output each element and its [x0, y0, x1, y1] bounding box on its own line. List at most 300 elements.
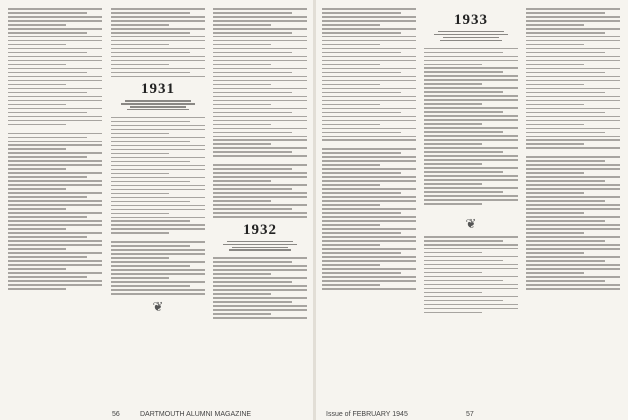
text-line: [424, 111, 503, 113]
text-line: [213, 192, 307, 194]
text-line: [322, 188, 416, 190]
text-line: [8, 60, 102, 62]
text-line: [8, 196, 87, 198]
left-page: [0, 0, 313, 420]
text-line: [8, 76, 102, 78]
text-line: [424, 199, 518, 201]
text-line: [8, 72, 87, 74]
text-line: [526, 96, 620, 98]
decorative-ornament-icon: ❦: [465, 215, 477, 231]
text-line: [424, 276, 518, 278]
text-line: [322, 148, 416, 150]
text-line: [526, 204, 620, 206]
text-line: [111, 289, 205, 291]
text-line: [526, 32, 605, 34]
text-line: [526, 256, 620, 258]
text-line: [8, 268, 66, 270]
text-line: [213, 88, 307, 90]
text-line: [8, 120, 102, 122]
text-line: [424, 143, 482, 145]
text-line: [8, 116, 102, 118]
text-line: [8, 28, 102, 30]
text-line: [322, 68, 416, 70]
text-line: [526, 212, 584, 214]
text-line: [111, 68, 205, 70]
text-line: [213, 200, 271, 202]
text-line: [424, 300, 503, 302]
text-line: [111, 213, 169, 215]
text-line: [424, 175, 518, 177]
text-line: [424, 312, 482, 314]
class-year-heading: 1932: [243, 221, 277, 238]
text-line: [111, 64, 169, 66]
text-line: [111, 28, 205, 30]
text-line: [8, 232, 102, 234]
text-line: [8, 133, 102, 135]
right-column-2: [424, 8, 518, 316]
text-line: [111, 173, 169, 175]
text-line: [322, 164, 380, 166]
text-line: [424, 99, 518, 101]
text-line: [111, 125, 205, 127]
text-line: [8, 212, 102, 214]
text-line: [526, 48, 620, 50]
text-line: [424, 60, 518, 62]
text-line: [213, 72, 292, 74]
text-line: [8, 32, 87, 34]
text-line: [322, 224, 380, 226]
text-line: [213, 273, 271, 275]
text-line: [8, 156, 87, 158]
text-line: [8, 176, 87, 178]
text-line: [213, 100, 307, 102]
text-line: [111, 121, 190, 123]
text-line: [213, 108, 307, 110]
text-line: [8, 276, 87, 278]
text-line: [8, 200, 102, 202]
text-line: [424, 252, 482, 254]
text-line: [213, 116, 307, 118]
text-line: [8, 160, 102, 162]
text-line: [111, 169, 205, 171]
text-line: [213, 313, 271, 315]
text-line: [526, 188, 620, 190]
text-line: [424, 280, 503, 282]
text-line: [322, 72, 401, 74]
text-line: [424, 268, 518, 270]
text-line: [213, 56, 307, 58]
text-line: [8, 100, 102, 102]
text-line: [111, 201, 190, 203]
text-line: [111, 181, 190, 183]
text-line: [424, 151, 503, 153]
text-line: [424, 155, 518, 157]
text-line: [213, 265, 307, 267]
text-line: [424, 48, 518, 50]
text-line: [111, 209, 205, 211]
text-line: [322, 52, 401, 54]
text-line: [8, 68, 102, 70]
text-line: [322, 172, 401, 174]
text-line: [8, 84, 66, 86]
text-line: [322, 92, 401, 94]
text-line: [322, 60, 416, 62]
text-line: [424, 288, 518, 290]
text-line: [213, 212, 307, 214]
text-line: [8, 264, 102, 266]
text-line: [526, 132, 605, 134]
text-line: [424, 131, 503, 133]
text-line: [526, 116, 620, 118]
text-line: [322, 168, 416, 170]
text-line: [111, 185, 205, 187]
text-line: [8, 248, 66, 250]
text-line: [213, 155, 307, 157]
text-line: [8, 48, 102, 50]
text-line: [111, 117, 205, 119]
text-line: [526, 224, 620, 226]
text-line: [526, 92, 605, 94]
text-line: [111, 265, 190, 267]
left-column-3: [213, 8, 307, 321]
secretary-byline: [443, 37, 499, 38]
text-line: [213, 104, 271, 106]
text-line: [213, 84, 271, 86]
text-line: [322, 208, 416, 210]
text-line: [111, 261, 205, 263]
text-line: [526, 156, 620, 158]
text-line: [213, 257, 307, 259]
text-line: [8, 40, 102, 42]
text-line: [526, 136, 620, 138]
text-line: [424, 167, 518, 169]
text-line: [424, 91, 503, 93]
text-line: [424, 147, 518, 149]
text-line: [111, 249, 205, 251]
text-line: [111, 228, 205, 230]
text-line: [424, 260, 503, 262]
text-line: [111, 48, 205, 50]
text-line: [424, 139, 518, 141]
text-line: [111, 133, 169, 135]
text-line: [213, 12, 292, 14]
text-line: [111, 224, 205, 226]
text-line: [526, 64, 584, 66]
text-line: [213, 184, 307, 186]
secretary-byline: [121, 103, 194, 104]
text-line: [526, 84, 584, 86]
text-line: [322, 112, 401, 114]
text-line: [322, 276, 416, 278]
text-line: [424, 83, 482, 85]
text-line: [322, 100, 416, 102]
text-line: [213, 196, 307, 198]
left-footer-title: DARTMOUTH ALUMNI MAGAZINE: [140, 411, 252, 418]
right-column-1: [322, 8, 416, 292]
text-line: [213, 28, 307, 30]
text-line: [213, 36, 307, 38]
text-line: [526, 120, 620, 122]
text-line: [8, 12, 87, 14]
text-line: [526, 12, 605, 14]
text-line: [111, 241, 205, 243]
text-line: [111, 277, 169, 279]
text-line: [322, 64, 380, 66]
text-line: [8, 96, 102, 98]
text-line: [111, 76, 205, 78]
secretary-byline: [434, 34, 507, 35]
text-line: [8, 272, 102, 274]
text-line: [213, 60, 307, 62]
class-year-heading: 1931: [141, 81, 175, 98]
right-page-number: 57: [466, 411, 474, 418]
text-line: [526, 184, 620, 186]
text-line: [424, 264, 518, 266]
text-line: [213, 8, 307, 10]
text-line: [213, 20, 307, 22]
text-line: [8, 256, 87, 258]
text-line: [111, 60, 205, 62]
text-line: [213, 139, 307, 141]
text-line: [8, 236, 87, 238]
text-line: [322, 116, 416, 118]
text-line: [111, 285, 190, 287]
text-line: [111, 217, 205, 219]
text-line: [526, 28, 620, 30]
secretary-byline: [440, 40, 502, 41]
text-line: [424, 191, 503, 193]
text-line: [111, 245, 190, 247]
text-line: [424, 79, 518, 81]
text-line: [111, 44, 169, 46]
text-line: [213, 68, 307, 70]
text-line: [322, 104, 380, 106]
text-line: [322, 220, 416, 222]
text-line: [526, 284, 620, 286]
text-line: [526, 68, 620, 70]
text-line: [322, 244, 380, 246]
text-line: [322, 108, 416, 110]
text-line: [213, 208, 292, 210]
text-line: [424, 244, 518, 246]
text-line: [526, 236, 620, 238]
text-line: [111, 161, 190, 163]
text-line: [526, 52, 605, 54]
text-line: [322, 240, 416, 242]
text-line: [111, 157, 205, 159]
text-line: [8, 52, 87, 54]
text-line: [111, 56, 205, 58]
text-line: [526, 228, 620, 230]
text-line: [322, 256, 416, 258]
text-line: [213, 293, 271, 295]
paragraph-gap: [424, 207, 518, 212]
text-line: [213, 261, 292, 263]
left-column-2: [111, 8, 205, 319]
text-line: [526, 176, 620, 178]
text-line: [8, 144, 102, 146]
text-line: [213, 136, 307, 138]
text-line: [424, 248, 518, 250]
text-line: [111, 149, 205, 151]
decorative-ornament-icon: ❦: [152, 298, 164, 314]
class-year-heading: 1933: [454, 12, 488, 28]
secretary-byline: [229, 249, 291, 250]
text-line: [111, 32, 190, 34]
text-line: [111, 273, 205, 275]
text-line: [8, 284, 102, 286]
text-line: [111, 189, 205, 191]
text-line: [213, 96, 307, 98]
text-line: [111, 253, 205, 255]
text-line: [526, 104, 584, 106]
text-line: [526, 88, 620, 90]
text-line: [424, 195, 518, 197]
text-line: [526, 216, 620, 218]
text-line: [111, 36, 205, 38]
text-line: [322, 80, 416, 82]
text-line: [526, 264, 620, 266]
secretary-byline: [125, 100, 191, 101]
text-line: [322, 200, 416, 202]
text-line: [213, 24, 271, 26]
text-line: [322, 12, 401, 14]
text-line: [8, 260, 102, 262]
text-line: [213, 305, 307, 307]
text-line: [424, 103, 482, 105]
text-line: [111, 145, 205, 147]
text-line: [424, 187, 518, 189]
right-column-3: [526, 8, 620, 292]
text-line: [213, 281, 292, 283]
text-line: [424, 183, 482, 185]
text-line: [213, 64, 271, 66]
text-line: [322, 24, 380, 26]
text-line: [322, 268, 416, 270]
text-line: [526, 80, 620, 82]
text-line: [111, 129, 205, 131]
text-line: [213, 297, 307, 299]
text-line: [8, 80, 102, 82]
text-line: [526, 36, 620, 38]
text-line: [322, 28, 416, 30]
text-line: [213, 216, 307, 218]
text-line: [424, 56, 518, 58]
text-line: [322, 196, 416, 198]
text-line: [322, 260, 416, 262]
text-line: [8, 224, 102, 226]
text-line: [8, 208, 66, 210]
text-line: [8, 184, 102, 186]
text-line: [8, 8, 102, 10]
text-line: [213, 151, 292, 153]
text-line: [8, 104, 66, 106]
text-line: [111, 165, 205, 167]
text-line: [322, 139, 416, 141]
text-line: [526, 276, 620, 278]
text-line: [322, 40, 416, 42]
text-line: [8, 124, 66, 126]
text-line: [213, 317, 307, 319]
text-line: [322, 236, 416, 238]
text-line: [322, 16, 416, 18]
text-line: [8, 64, 66, 66]
text-line: [111, 197, 205, 199]
text-line: [8, 20, 102, 22]
text-line: [213, 120, 307, 122]
text-line: [111, 141, 190, 143]
text-line: [111, 24, 169, 26]
text-line: [8, 216, 87, 218]
text-line: [424, 296, 518, 298]
text-line: [8, 252, 102, 254]
text-line: [526, 288, 620, 290]
text-line: [424, 107, 518, 109]
secretary-byline: [227, 241, 293, 242]
text-line: [213, 32, 292, 34]
text-line: [322, 124, 380, 126]
right-page: [316, 0, 628, 420]
text-line: [8, 164, 102, 166]
text-line: [111, 193, 169, 195]
text-line: [424, 240, 503, 242]
text-line: [213, 124, 271, 126]
text-line: [213, 112, 292, 114]
text-line: [322, 252, 401, 254]
text-line: [213, 164, 307, 166]
text-line: [424, 308, 518, 310]
text-line: [424, 236, 518, 238]
text-line: [213, 301, 292, 303]
text-line: [213, 132, 292, 134]
text-line: [424, 272, 482, 274]
text-line: [213, 44, 271, 46]
text-line: [424, 64, 482, 66]
text-line: [526, 44, 584, 46]
text-line: [213, 269, 307, 271]
text-line: [322, 84, 380, 86]
text-line: [424, 203, 482, 205]
text-line: [8, 108, 102, 110]
text-line: [8, 280, 102, 282]
text-line: [322, 44, 380, 46]
text-line: [526, 8, 620, 10]
text-line: [322, 128, 416, 130]
text-line: [8, 36, 102, 38]
text-line: [322, 180, 416, 182]
text-line: [526, 232, 584, 234]
text-line: [111, 232, 169, 234]
left-page-number: 56: [112, 411, 120, 418]
text-line: [526, 16, 620, 18]
text-line: [322, 176, 416, 178]
text-line: [526, 40, 620, 42]
text-line: [8, 220, 102, 222]
text-line: [526, 147, 620, 149]
text-line: [213, 204, 307, 206]
text-line: [8, 88, 102, 90]
text-line: [322, 20, 416, 22]
text-line: [526, 220, 605, 222]
text-line: [322, 212, 401, 214]
text-line: [424, 163, 482, 165]
text-line: [213, 80, 307, 82]
text-line: [322, 32, 401, 34]
text-line: [213, 289, 307, 291]
secretary-byline: [130, 106, 186, 107]
text-line: [8, 152, 102, 154]
text-line: [213, 176, 307, 178]
